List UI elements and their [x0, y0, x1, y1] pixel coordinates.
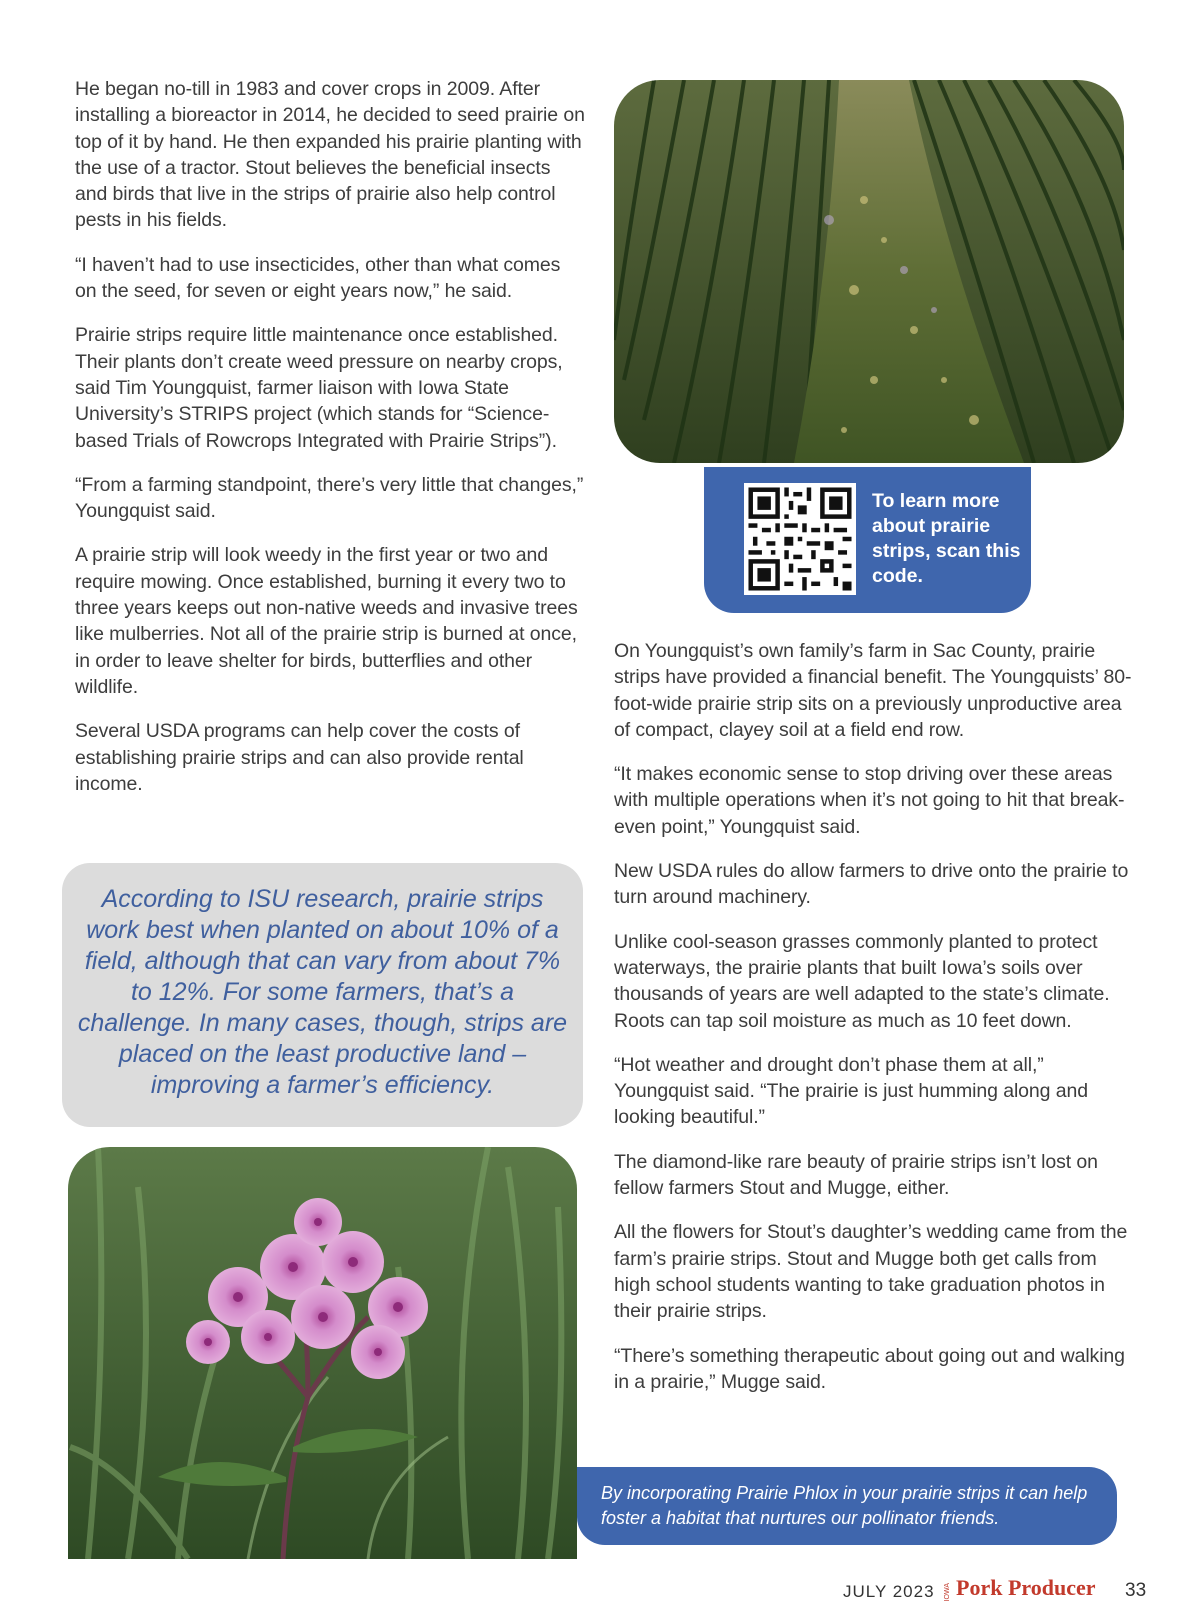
page-number: 33: [1125, 1580, 1147, 1601]
body-paragraph: New USDA rules do allow farmers to drive onto the prairie to turn around machinery.: [614, 860, 1129, 909]
qr-code[interactable]: [744, 483, 856, 595]
photo-caption-text: By incorporating Prairie Phlox in your prairie strips it can help foster a habitat that nurtures our pollinator friends.: [601, 1483, 1088, 1528]
body-paragraph: “It makes economic sense to stop driving over these areas with multiple operations when it’s not going to hit that break-even point,” Youngquist said.: [614, 763, 1125, 838]
right-text-column: [614, 638, 1134, 1413]
qr-callout-text: To learn more about prairie strips, scan this code.: [872, 490, 1021, 587]
body-paragraph: “I haven’t had to use insecticides, other than what comes on the seed, for seven or eight years now,” he said.: [75, 253, 561, 303]
body-paragraph: Unlike cool-season grasses commonly planted to protect waterways, the prairie plants that built Iowa’s soils over thousands of years are well adapted to the state’s climate. Roots can tap soil moisture as much as 10 feet down.: [614, 930, 1110, 1032]
body-paragraph: “There’s something therapeutic about going out and walking in a prairie,” Mugge said.: [614, 1344, 1125, 1393]
body-paragraph: The diamond-like rare beauty of prairie strips isn’t lost on fellow farmers Stout and Mugge, either.: [614, 1150, 1098, 1200]
prairie-strip-field-photo: [614, 80, 1124, 463]
pull-quote-box: [62, 863, 583, 1127]
body-paragraph: “From a farming standpoint, there’s very little that changes,” Youngquist said.: [75, 473, 584, 523]
prairie-phlox-photo: [68, 1147, 577, 1559]
pull-quote-text: According to ISU research, prairie strips work best when planted on about 10% of a field, although that can vary from about 7% to 12%. For some farmers, that’s a challenge. In many cases, though, strips are placed on the least productive land – improving a farmer’s efficiency.: [77, 885, 568, 1099]
body-paragraph: Prairie strips require little maintenance once established. Their plants don’t create weed pressure on nearby crops, said Tim Youngquist, farmer liaison with Iowa State University’s STRIPS project (which stands for “Science-based Trials of Rowcrops Integrated with Prairie Strips”).: [75, 324, 563, 452]
body-paragraph: He began no-till in 1983 and cover crops in 2009. After installing a bioreactor in 2014, he decided to seed prairie on top of it by hand. He then expanded his prairie planting with the use of a tractor. Stout believes the beneficial insects and birds that live in the strips of prairie also help control pests in his fields.: [75, 78, 585, 232]
body-paragraph: On Youngquist’s own family’s farm in Sac County, prairie strips have provided a financial benefit. The Youngquists’ 80-foot-wide prairie strip sits on a previously unproductive area of compact, clayey soil at a field end row.: [614, 640, 1132, 741]
body-paragraph: All the flowers for Stout’s daughter’s wedding came from the farm’s prairie strips. Stout and Mugge both get calls from high school students wanting to take graduation photos in their prairie strips.: [614, 1221, 1128, 1323]
issue-date: JULY 2023: [843, 1582, 935, 1601]
qr-callout-box: [704, 467, 1031, 613]
photo-caption-box: [577, 1467, 1117, 1545]
magazine-brand: Pork Producer: [956, 1575, 1096, 1600]
body-paragraph: “Hot weather and drought don’t phase them at all,” Youngquist said. “The prairie is just humming along and looking beautiful.”: [614, 1053, 1088, 1129]
body-paragraph: Several USDA programs can help cover the costs of establishing prairie strips and can also provide rental income.: [75, 720, 524, 795]
body-paragraph: A prairie strip will look weedy in the first year or two and require mowing. Once established, burning it every two to three years keeps out non-native weeds and invasive trees like mulberries. Not all of the prairie strip is burned at once, in order to leave shelter for birds, butterflies and other wildlife.: [75, 544, 578, 698]
brand-iowa-label: IOWA: [944, 1583, 951, 1602]
left-text-column: [75, 76, 585, 815]
